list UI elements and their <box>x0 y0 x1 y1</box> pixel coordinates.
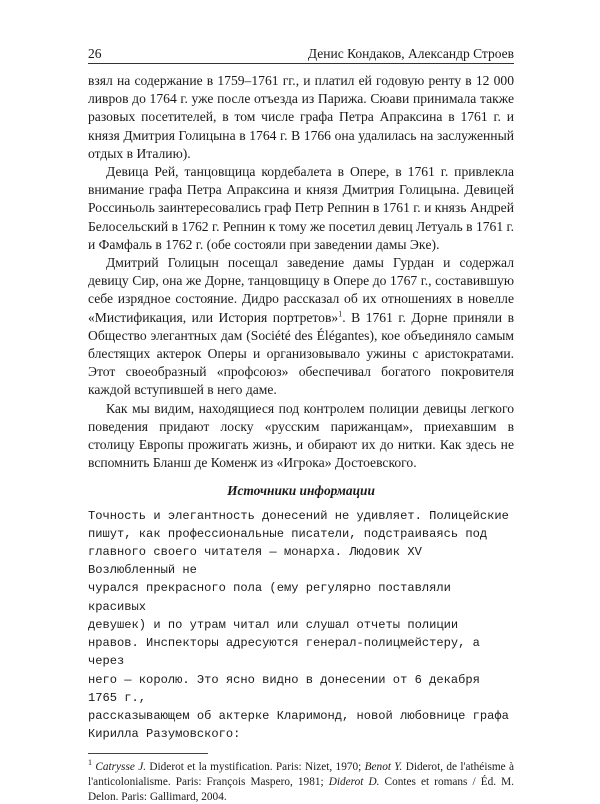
paragraph-3-text-b: . В 1761 г. Дорне приняли в Общество элегантных дам (Société des Élégantes), кое объединяло самым блестящих актерок Оперы и организовывало ужины с аристократами. Этот своеобразный «профсоюз» обеспечивал богатого покровителя каждой вступившей в него даме. <box>88 309 514 398</box>
header-rule <box>88 63 514 64</box>
paragraph-2: Девица Рей, танцовщица кордебалета в Опере, в 1761 г. привлекла внимание графа Петра Апраксина и князя Дмитрия Голицына. Девицей Россиньоль заинтересовались граф Петр Репнин в 1761 г. и князь Андрей Белосельский в 1762 г. Репнин к тому же посетил девиц Летуаль в 1761 г. и Фамфаль в 1762 г. (обе состояли при заведении дамы Экe). <box>88 164 514 252</box>
footnote-text-1: Diderot et la mystification. Paris: Nizet, 1970; <box>146 761 365 774</box>
section-heading: Источники информации <box>227 483 375 499</box>
footnote-text-3: Contes et romans / Éd. M. Delon. Paris: Gallimard, 2004. <box>88 775 514 803</box>
footnote-marker: 1 <box>88 758 92 768</box>
source-line: девушек) и по утрам читал или слушал отчеты полиции нравов. Инспекторы адресуются генерал-полицмейстеру, а через <box>88 617 480 669</box>
footnote-author-3: Diderot D. <box>328 775 380 788</box>
source-line: него — королю. Это ясно видно в донесении от 6 декабря 1765 г., <box>88 672 480 705</box>
source-line: чурался прекрасного пола (ему регулярно поставляли красивых <box>88 581 451 614</box>
page-body <box>88 72 514 804</box>
paragraph-1: взял на содержание в 1759–1761 гг., и платил ей годовую ренту в 12 000 ливров до 1764 г. уже после отъезда из Парижа. Сюави принимала также разовых посетителей, в том числе графа Петра Апраксина в 1761 г. и князя Дмитрия Голицына в 1764 г. В 1766 она удалилась на заслуженный отдых в Италию). <box>88 73 514 161</box>
source-line: Точность и элегантность донесений не удивляет. Полицейские <box>88 508 509 523</box>
paragraph-3 <box>88 254 514 400</box>
paragraph-3-text-a: Дмитрий Голицын посещал заведение дамы Гурдан и содержал девицу Сир, она же Дорне, танцовщицу в Опере до 1767 г., составившую себе изрядное состояние. Дидро рассказал об их отношениях в новелле «Мистификация, или История портретов» <box>88 255 514 325</box>
paragraph-4: Как мы видим, находящиеся под контролем полиции девицы легкого поведения придают лоску «русским парижанцам», приехавшим в столицу Европы прожигать жизнь, и обирают их до нитки. Как здесь не вспомнить Бланш де Коменж из «Игрока» Достоевского. <box>88 400 514 471</box>
footnote-text-2: Diderot, de l'athéisme à l'anticolonialisme. Paris: François Maspero, 1981; <box>88 761 514 788</box>
source-line: рассказывающем об актерке Кларимонд, новой любовнице графа Кирилла Разумовского: <box>88 708 509 742</box>
footnote-rule <box>88 753 208 754</box>
page-header <box>88 46 514 62</box>
running-title: Денис Кондаков, Александр Строев <box>307 46 514 61</box>
footnote-author-2: Benot Y. <box>364 761 403 774</box>
footnote <box>88 760 514 804</box>
page-number: 26 <box>88 46 102 61</box>
footnote-author-1: Catrysse J. <box>95 761 147 774</box>
footnote-reference[interactable]: 1 <box>338 309 343 319</box>
source-quote <box>88 507 514 744</box>
source-line: пишут, как профессиональные писатели, подстраиваясь под главного своего читателя — монарха. Людовик XV Возлюбленный не <box>88 526 488 578</box>
